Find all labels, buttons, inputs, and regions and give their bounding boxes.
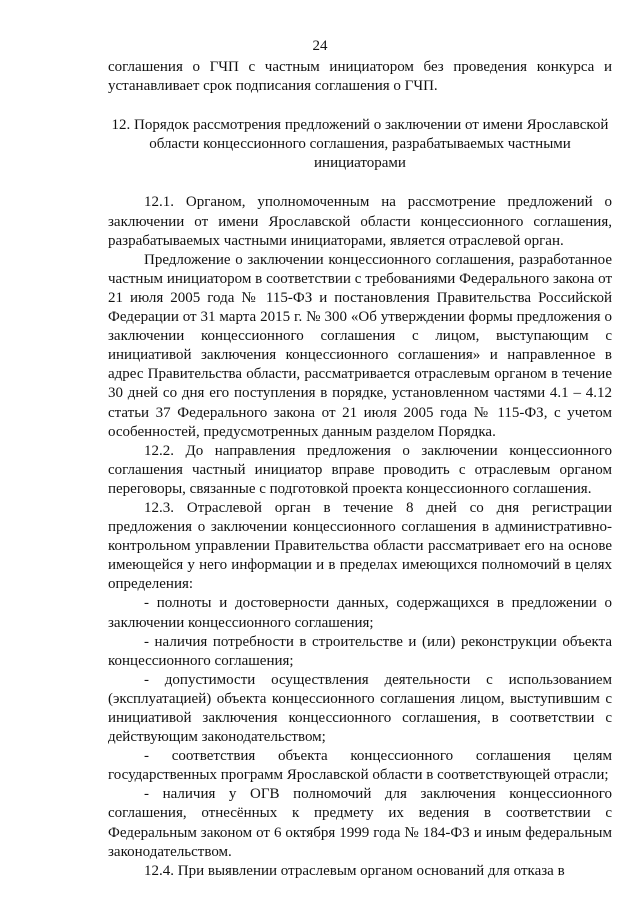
paragraph-continuation: соглашения о ГЧП с частным инициатором без проведения конкурса и устанавливает срок подписания соглашения о ГЧП. [108,59,612,95]
paragraph-proposal: Предложение о заключении концессионного соглашения, разработанное частным инициатором в соответствии с требованиями Федерального закона от 21 июля 2005 года № 115-ФЗ и постановления Правительства Российской Федерации от 31 марта 2015 г. № 300 «Об утверждении формы предложения о заключении концессионного соглашения с лицом, выступающим с инициативой заключения концессионного соглашения» и направленное в адрес Правительства области, рассматривается отраслевым органом в течение 30 дней со дня его поступления в порядке, установленном частями 4.1 – 4.12 статьи 37 Федерального закона от 21 июля 2005 года № 115-ФЗ, с учетом особенностей, предусмотренных данным разделом Порядка. [108,251,612,440]
page-number: 24 [312,38,328,54]
document-body [108,58,612,881]
list-item: - допустимости осуществления деятельности с использованием (эксплуатацией) объекта концессионного соглашения лицом, выступившим с инициативой заключения концессионного соглашения, в соответствии с действующим законодательством; [108,671,612,746]
list-item: - наличия у ОГВ полномочий для заключения концессионного соглашения, отнесённых к предмету их ведения в соответствии с Федеральным законом от 6 октября 1999 года № 184-ФЗ и иным федеральным законодательством. [108,786,612,860]
paragraph-12-3: 12.3. Отраслевой орган в течение 8 дней со дня регистрации предложения о заключении концессионного соглашения в административно-контрольном управлении Правительства области рассматривает его на основе имеющейся у него информации и в пределах имеющихся полномочий в целях определения: [108,499,612,593]
list-item: - полноты и достоверности данных, содержащихся в предложении о заключении концессионного соглашения; [108,595,612,631]
paragraph-12-4: 12.4. При выявлении отраслевым органом оснований для отказа в [144,862,565,879]
list-item: - соответствия объекта концессионного соглашения целям государственных программ Ярославской области в соответствующей отрасли; [108,748,612,784]
list-item: - наличия потребности в строительстве и (или) реконструкции объекта концессионного соглашения; [108,633,612,669]
paragraph-12-2: 12.2. До направления предложения о заключении концессионного соглашения частный инициатор вправе проводить с отраслевым органом переговоры, связанные с подготовкой проекта концессионного соглашения. [108,442,612,497]
section-heading: 12. Порядок рассмотрения предложений о заключении от имени Ярославской области концессионного соглашения, разрабатываемых частными инициаторами [111,117,609,172]
paragraph-12-1: 12.1. Органом, уполномоченным на рассмотрение предложений о заключении от имени Ярославской области концессионного соглашения, разрабатываемых частными инициаторами, является отраслевой орган. [108,194,612,249]
